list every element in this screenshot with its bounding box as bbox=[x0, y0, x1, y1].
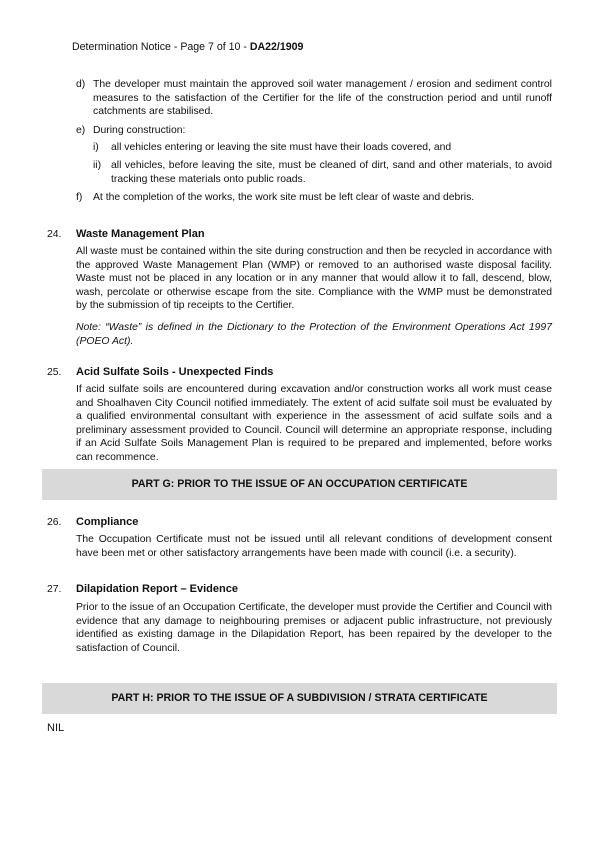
part-h-heading: PART H: PRIOR TO THE ISSUE OF A SUBDIVISION / STRATA CERTIFICATE bbox=[42, 683, 557, 714]
page-header bbox=[72, 41, 303, 55]
item-e-ii-text: all vehicles, before leaving the site, must be cleaned of dirt, sand and other materials, to avoid tracking these materials onto public roads. bbox=[111, 160, 552, 185]
item-e-i bbox=[93, 141, 552, 155]
item-e-text: During construction: bbox=[93, 125, 186, 136]
condition-25-body: If acid sulfate soils are encountered during excavation and/or construction works all work must cease and Shoalhaven City Council notified immediately. The extent of acid sulfate soil must be evaluated by a qualified environmental consultant with experience in the assessment of acid sulfate soils and a preliminary assessment provided to Council. Council will determine an appropriate response, including if an Acid Sulfate Soils Management Plan is required to be prepared and implemented, before works can recommence. bbox=[76, 384, 552, 463]
condition-27-number: 27. bbox=[47, 584, 62, 595]
item-f-label: f) bbox=[76, 192, 83, 203]
condition-25-number: 25. bbox=[47, 367, 62, 378]
condition-25-title: Acid Sulfate Soils - Unexpected Finds bbox=[76, 366, 274, 378]
item-f-text: At the completion of the works, the work site must be left clear of waste and debris. bbox=[93, 192, 475, 203]
header-reference: DA22/1909 bbox=[249, 41, 304, 53]
condition-26-title: Compliance bbox=[76, 516, 139, 528]
part-g-heading: PART G: PRIOR TO THE ISSUE OF AN OCCUPATION CERTIFICATE bbox=[42, 469, 557, 500]
nil-text: NIL bbox=[47, 722, 65, 734]
item-e-i-text: all vehicles entering or leaving the site must have their loads covered, and bbox=[111, 142, 452, 153]
item-f bbox=[76, 191, 552, 205]
condition-24-note: Note: “Waste” is defined in the Dictionary to the Protection of the Environment Operations Act 1997 (POEO Act). bbox=[76, 322, 552, 347]
item-d-text: The developer must maintain the approved soil water management / erosion and sediment control measures to the satisfaction of the Certifier for the life of the construction period and until runoff catchments are stabilised. bbox=[93, 79, 552, 118]
item-e-i-label: i) bbox=[93, 142, 99, 153]
condition-24-title: Waste Management Plan bbox=[76, 228, 205, 240]
condition-24-number: 24. bbox=[47, 229, 62, 240]
condition-24-body: All waste must be contained within the site during construction and then be recycled in accordance with the approved Waste Management Plan (WMP) or removed to an authorised waste disposal facility. Waste must not be placed in any location or in any manner that would allow it to fall, descend, blow, wash, percolate or otherwise escape from the site. Compliance with the WMP must be demonstrated by the submission of tip receipts to the Certifier. bbox=[76, 246, 552, 312]
item-e bbox=[76, 124, 552, 138]
item-d bbox=[76, 78, 552, 119]
item-e-label: e) bbox=[76, 125, 86, 136]
condition-26-number: 26. bbox=[47, 517, 62, 528]
item-e-ii-label: ii) bbox=[93, 160, 102, 171]
condition-27-body: Prior to the issue of an Occupation Certificate, the developer must provide the Certifier and Council with evidence that any damage to neighbouring premises or adjacent public infrastructure, not previously identified as existing damage in the Dilapidation Report, has been repaired by the developer to the satisfaction of Council. bbox=[76, 602, 552, 654]
condition-26-body: The Occupation Certificate must not be issued until all relevant conditions of development consent have been met or other satisfactory arrangements have been made with council (i.e. a security). bbox=[76, 534, 552, 559]
condition-27-title: Dilapidation Report – Evidence bbox=[76, 583, 238, 595]
header-prefix: Determination Notice - Page 7 of 10 - bbox=[72, 41, 250, 53]
item-e-ii bbox=[93, 159, 552, 186]
item-d-label: d) bbox=[76, 79, 86, 90]
